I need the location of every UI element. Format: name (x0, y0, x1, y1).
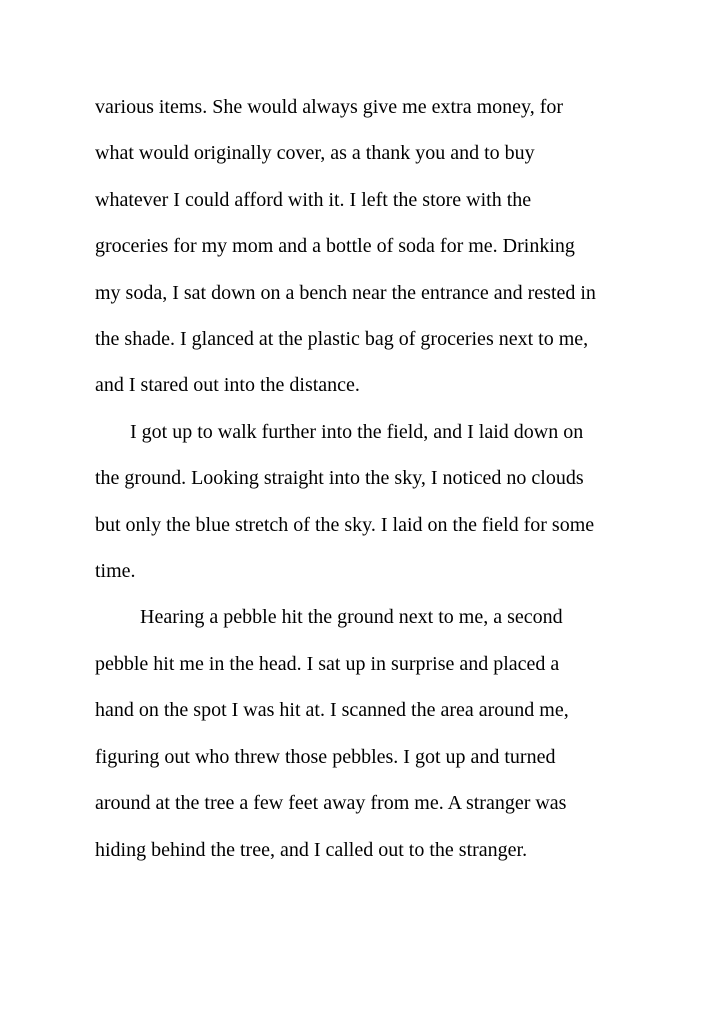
paragraph (95, 409, 667, 595)
text-line: the ground. Looking straight into the sky, I noticed no clouds (95, 467, 584, 490)
text-line: and I stared out into the distance. (95, 374, 360, 397)
text-line: around at the tree a few feet away from me. A stranger was (95, 792, 567, 815)
text-line: figuring out who threw those pebbles. I got up and turned (95, 745, 556, 768)
text-line: time. (95, 560, 136, 583)
text-line: but only the blue stretch of the sky. I laid on the field for some (95, 513, 595, 536)
paragraph (95, 84, 667, 409)
text-line: what would originally cover, as a thank you and to buy (95, 142, 535, 165)
text-line: my soda, I sat down on a bench near the entrance and rested in (95, 281, 596, 304)
text-line: hand on the spot I was hit at. I scanned the area around me, (95, 699, 569, 722)
text-line: groceries for my mom and a bottle of soda for me. Drinking (95, 235, 575, 258)
text-line: hiding behind the tree, and I called out to the stranger. (95, 838, 528, 861)
text-line: the shade. I glanced at the plastic bag of groceries next to me, (95, 328, 589, 351)
text-line: pebble hit me in the head. I sat up in surprise and placed a (95, 652, 560, 675)
text-line: various items. She would always give me extra money, for (95, 96, 564, 118)
text-line: I got up to walk further into the field, and I laid down on (130, 420, 584, 443)
paragraph (95, 594, 667, 872)
text-line: whatever I could afford with it. I left the store with the (95, 188, 532, 211)
text-line: Hearing a pebble hit the ground next to me, a second (140, 606, 563, 629)
